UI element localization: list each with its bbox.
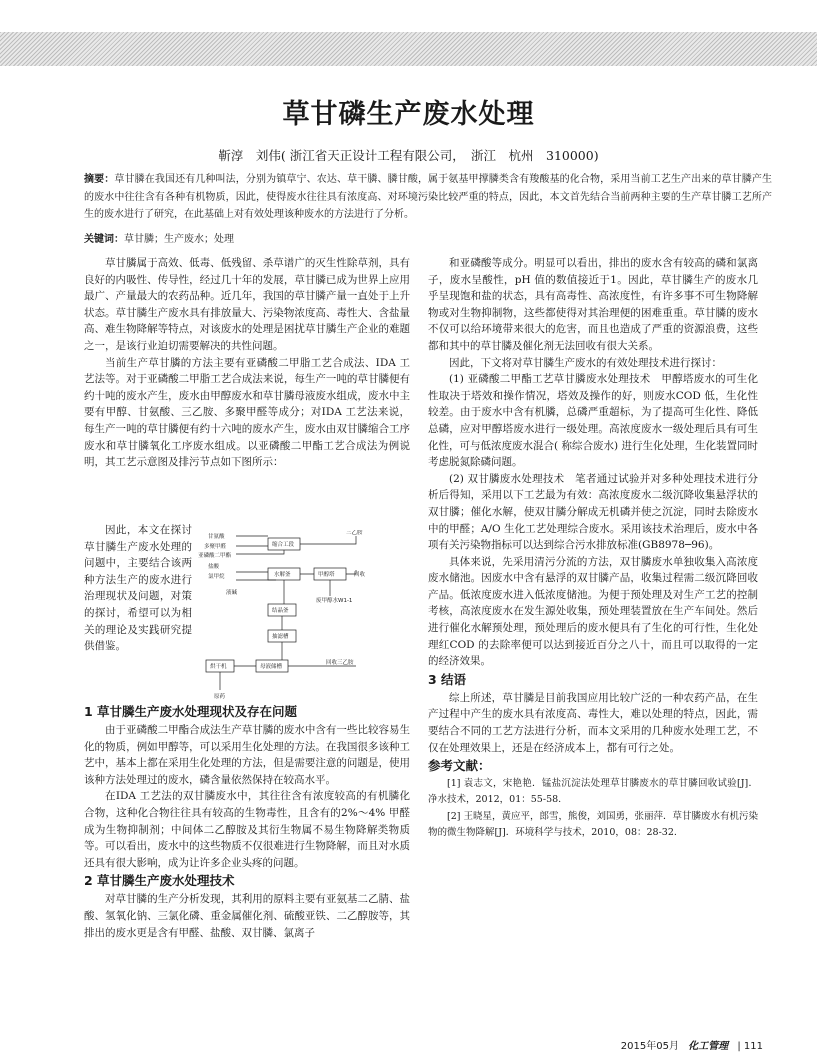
label-mother-liquor: 母液储槽 [260,664,283,670]
label-crystallizer: 结晶釜 [272,608,289,614]
section-heading: 2 草甘膦生产废水处理技术 [84,873,235,889]
issue-date: 2015年05月 [620,1041,679,1052]
left-column-top [84,255,410,471]
label-product: 原药 [214,694,226,700]
label-glycine: 甘氨酸 [208,534,225,540]
header-hatch-band [0,32,817,66]
paragraph: 对草甘膦的生产分析发现，其利用的原料主要有亚氨基二乙腈、盐酸、氢氧化钠、三氯化磷、重金属催化剂、硫酸亚铁、二乙醇胺等，其排出的废水更是含有甲醛、盐酸、双甘膦、氯离子 [84,893,410,939]
label-lye: 液碱 [226,590,238,596]
label-dryer: 烘干机 [210,664,227,670]
label-hcl: 盐酸 [208,564,220,570]
paragraph: 具体来说，先采用清污分流的方法，双甘膦废水单独收集入高浓度废水储池。因废水中含有悬浮的双甘膦产品，收集过程需二级沉降回收产品。低浓度废水进入低浓度储池。为便于预处理及对生产工艺的控制考核，高浓度废水在发生源处收集，预处理装置放在生产车间处。然后进行催化水解预处理，预处理后的废水便具有了生化的可行性，生化处理红COD 的去除率便可以达到接近百分之八十，而且可以取得的一定的经济效果。 [428,555,758,668]
paragraph: (1) 亚磷酸二甲酯工艺草甘膦废水处理技术 甲醇塔废水的可生化性取决于塔效和操作情况，塔效及操作的好，则废水COD 低，生化性较差。由于废水中含有机膦，总磷严重超标，为了提高可生化性、降低总磷，应对甲醇塔废水进行一级处理。高浓度废水一级处理后具有可生化性，可与低浓度废水混合( 称综合废水) 进行生化处理，生化装置同时考虑脱氮除磷问题。 [428,373,758,469]
paragraph: 因此，本文在探讨草甘膦生产废水处理的问题中，主要结合该两种方法生产的废水进行治理现状及问题，对策的探讨，希望可以为相关的理论及实践研究提供借鉴。 [84,524,192,653]
paragraph: 在IDA 工艺法的双甘膦废水中，其往往含有浓度较高的有机膦化合物，这种化合物往往具有较高的生物毒性，且含有的2%～4% 甲醛成为生物抑制剂；中间体二乙醇胺及其衍生物属不易生物降解类物质等。可以看出，废水中的这些物质不仅很难进行生物降解，而且对水质还具有很大影响，成为让许多企业头疼的问题。 [84,790,410,869]
label-condensation: 缩合工段 [272,542,295,548]
paragraph: 当前生产草甘膦的方法主要有亚磷酸二甲脂工艺合成法、IDA 工艺法等。对于亚磷酸二甲脂工艺合成法来说，每生产一吨的草甘膦便有约十吨的废水产生，废水由甲醇废水和草甘膦母液废水组成，废水中主要有甲醇、甘氨酸、三乙胺、多聚甲醛等成分；对IDA 工艺法来说，每生产一吨的草甘膦便有约十六吨的废水产生，废水由双甘膦缩合工序废水和草甘膦氧化工序废水组成。以亚磷酸二甲酯工艺合成法为例说明，其工艺示意图及排污节点如下图所示： [84,356,410,469]
abstract-label: 摘要： [84,174,115,185]
label-methanol-tower: 甲醇塔 [318,572,335,578]
keywords-label: 关键词： [84,234,124,245]
article-title: 草甘磷生产废水处理 [282,99,535,130]
label-paraformaldehyde: 多聚甲醛 [204,544,227,550]
label-recovery: 回收 [354,572,366,578]
section-heading: 1 草甘膦生产废水处理现状及存在问题 [84,704,298,719]
paragraph: 草甘膦属于高效、低毒、低残留、杀草谱广的灭生性除草剂，具有良好的内吸性、传导性，经过几十年的发展，草甘膦已成为世界上应用最广、产量最大的农药品种。近几年，我国的草甘膦产量一直处于上升状态。草甘膦生产废水具有排放量大、污染物浓度高、毒性大、含盐量高、难生物降解等特点，对该废水的处理是困扰草甘膦生产企业的难题之一，是该行业迫切需要解决的共性问题。 [84,257,410,352]
paragraph: 综上所述，草甘膦是目前我国应用比较广泛的一种农药产品，在生产过程中产生的废水具有浓度高、毒性大，难以处理的特点，因此，需要结合不同的工艺方法进行分析，而本文采用的几种废水处理工艺，不仅在处理效果上，还是在经济成本上，都有可行之处。 [428,691,758,754]
paragraph: 由于亚磷酸二甲酯合成法生产草甘膦的废水中含有一些比较容易生化的物质，例如甲醇等，可以采用生化处理的方法。在我国很多该种工艺中，基本上都在采用生化处理的方法，但是需要注意的问题是，使用该种方法处理过的废水，磷含量依然保持在较高水平。 [84,724,410,786]
process-flow-diagram [196,530,424,700]
abstract-text: 草甘膦在我国还有几种叫法，分别为镇草宁、农达、草干膦、膦甘酸，属于氨基甲撑膦类含有羧酸基的化合物，采用当前工艺生产出来的草甘膦产生的废水中往往含有各种有机物质，因此，使得废水往往具有浓度高、对环境污染比较严重的特点，因此，本文首先结合当前两种主要的生产草甘膦工艺所产生的废水进行了研究，在此基础上对有效处理该种废水的方法进行了分析。 [84,174,773,220]
magazine-name: 化工管理 [688,1041,729,1052]
label-dmp: 亚磷酸二甲酯 [198,553,232,559]
keywords-text: 草甘膦；生产废水；处理 [124,234,234,245]
footer-separator: | [737,1041,741,1052]
label-triethylamine: 三乙胺 [346,530,363,536]
keywords [84,230,772,245]
left-column-wrap [84,522,192,655]
paragraph: 和亚磷酸等成分。明显可以看出，排出的废水含有较高的磷和氯离子，废水呈酸性，pH 值的数值接近于1。因此，草甘膦生产的废水几乎呈现饱和盐的状态，具有高毒性、高浓度性，有许多事不可生物降解物或对生物抑制物，这些都使得对其治理便的困难重重。草甘膦的废水不仅可以给环境带来很大的危害，而且也造成了严重的资源浪费，这些都和其中的草甘膦及催化剂无法回收有很大关系。 [428,257,758,352]
reference-item: [2] 王晓星，黄应平，郎雪，熊俊，刘国勇，张丽萍．草甘膦废水有机污染物的微生物降解[J]．环境科学与技术，2010，08：28-32. [428,810,758,838]
abstract [84,171,772,224]
label-filter: 抽滤槽 [272,634,289,640]
page-footer [621,1037,763,1052]
section-heading: 3 结语 [428,671,467,687]
paragraph: 因此，下文将对草甘膦生产废水的有效处理技术进行探讨： [449,356,722,369]
reference-item: [1] 袁志文，宋艳艳．锰盐沉淀法处理草甘膦废水的草甘膦回收试验[J]．净水技术，2012，01：55-58. [428,778,758,806]
references-heading: 参考文献： [428,758,491,774]
label-waste-w1: 废甲醇水W1-1 [316,598,353,604]
paragraph: (2) 双甘膦废水处理技术 笔者通过试验并对多种处理技术进行分析后得知，采用以下工艺最为有效：高浓度废水二级沉降收集悬浮状的双甘膦；催化水解，使双甘膦分解成无机磷并使之沉淀，同时去除废水中的甲醛；A/O 生化工艺处理综合废水。采用该技术治理后，废水中各项有关污染物指标可以达到综合污水排放标准(GB8978─96)。 [428,472,758,552]
right-column [428,255,758,841]
left-column-bottom [84,702,410,941]
label-hydrolysis: 水解釜 [274,572,291,578]
page-number: 111 [743,1041,763,1052]
authors-affiliation: 靳淳 刘伟( 浙江省天正设计工程有限公司， 浙江 杭州 310000) [218,148,599,163]
label-recover-tea: 回收三乙胺 [326,660,354,666]
label-chloromethane: 氯甲烷 [208,574,225,580]
